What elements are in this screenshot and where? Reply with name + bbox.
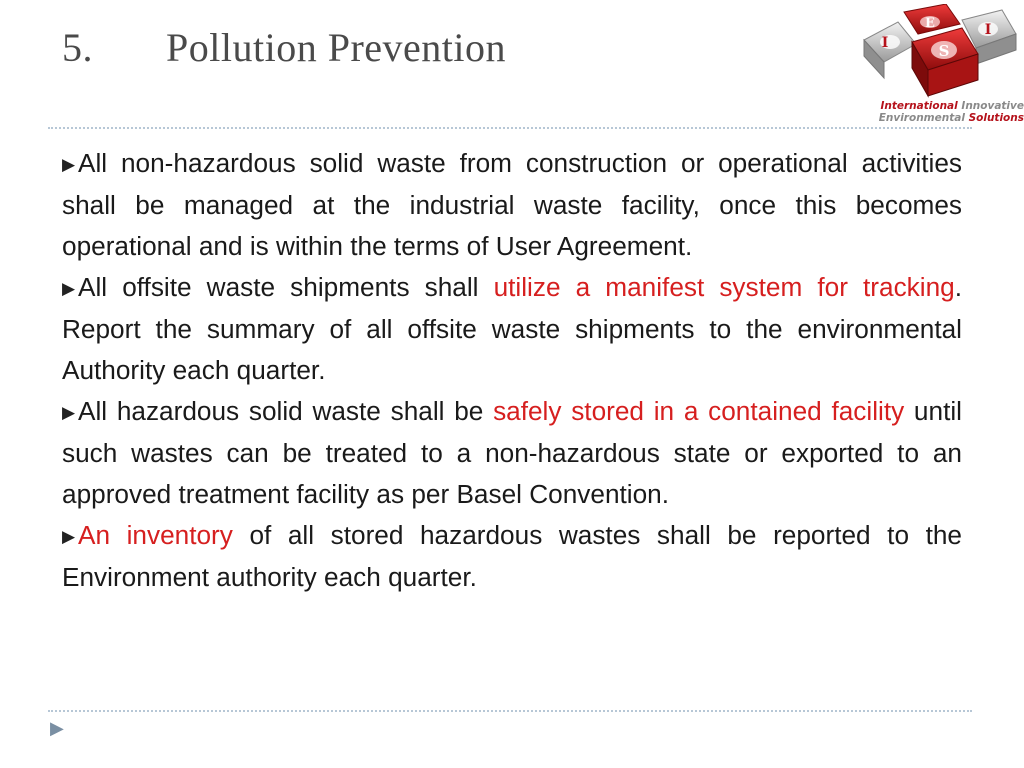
arrow-bullet-icon: ▶ [62, 527, 76, 546]
bullet-text: . Report the summary of all offsite waste shipments to the environmental Authority each quarter. [62, 272, 962, 385]
footer-divider [48, 710, 972, 712]
logo-caption-line-2: Environmental Solutions [878, 112, 1024, 124]
bullet-item [62, 143, 962, 267]
bullet-text: All non-hazardous solid waste from construction or operational activities shall be managed at the industrial waste facility, once this becomes operational and is within the terms of User Agreement. [62, 148, 962, 261]
arrow-bullet-icon: ▶ [62, 279, 76, 298]
bullet-text: of all stored hazardous wastes shall be reported to the Environment authority each quarter. [62, 520, 962, 592]
arrow-right-icon: ▶ [50, 718, 64, 738]
bullet-item [62, 391, 962, 515]
slide-number: 5. [62, 25, 93, 70]
highlighted-text: An inventory [78, 520, 233, 550]
title-divider [48, 127, 972, 129]
arrow-bullet-icon: ▶ [62, 403, 76, 422]
logo-letter-4: I [984, 22, 992, 38]
highlighted-text: safely stored in a contained facility [493, 396, 905, 426]
slide-title [62, 24, 506, 71]
bullet-list [62, 143, 962, 598]
logo-letter-2: E [925, 16, 935, 31]
bullet-text: All offsite waste shipments shall [78, 272, 494, 302]
highlighted-text: utilize a manifest system for tracking [493, 272, 955, 302]
bullet-text: All hazardous solid waste shall be [78, 396, 494, 426]
logo-caption [862, 100, 1024, 124]
arrow-bullet-icon: ▶ [62, 155, 76, 174]
logo-caption-line-1: International Innovative [880, 100, 1024, 112]
logo-letter-1: I [881, 35, 889, 51]
slide-title-text: Pollution Prevention [166, 25, 506, 70]
bullet-text: until such wastes can be treated to a non-hazardous state or exported to an approved treatment facility as per Basel Convention. [62, 396, 962, 509]
logo-letter-3: S [938, 42, 950, 60]
bullet-item [62, 267, 962, 391]
bullet-item [62, 515, 962, 598]
